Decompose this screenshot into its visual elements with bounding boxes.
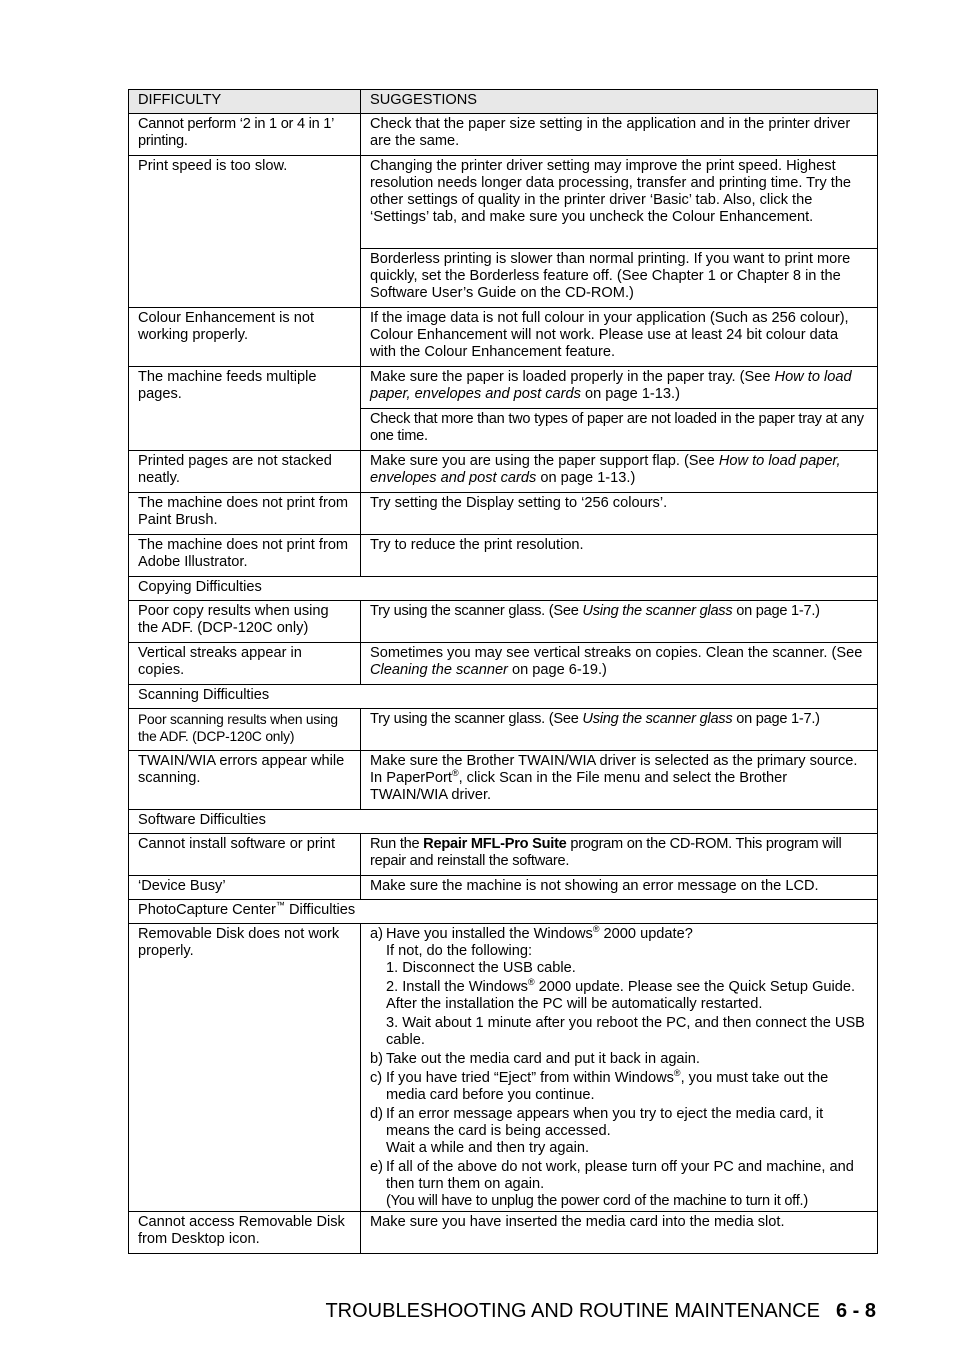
header-difficulty: DIFFICULTY: [129, 90, 361, 114]
difficulty-cell: The machine does not print from Adobe Illustrator.: [129, 535, 361, 577]
suggestion-cell: Make sure you have inserted the media card into the media slot.: [361, 1212, 878, 1254]
difficulty-cell: Printed pages are not stacked neatly.: [129, 451, 361, 493]
reference-link-text: Using the scanner glass: [582, 711, 733, 727]
list-label: b): [370, 1051, 383, 1067]
difficulty-cell: Vertical streaks appear in copies.: [129, 643, 361, 685]
section-heading-copying: Copying Difficulties: [129, 577, 878, 601]
registered-mark: ®: [451, 768, 459, 779]
list-text-part: 2000 update?: [599, 926, 693, 942]
suggestion-cell: [361, 834, 878, 876]
list-text-line: Wait a while and then try again.: [386, 1140, 590, 1156]
list-text-line: (You will have to unplug the power cord of the machine to turn it off.): [386, 1193, 808, 1209]
suggestion-text: Run the: [370, 836, 424, 852]
table-header-row: [129, 90, 878, 114]
suggestion-cell: [361, 601, 878, 643]
list-item: [370, 1051, 868, 1068]
reference-link-text: How to load paper, envelopes and post cards: [370, 369, 852, 402]
registered-mark: ®: [592, 924, 600, 935]
suggestion-text: Sometimes you may see vertical streaks on copies. Clean the scanner. (See: [370, 645, 863, 661]
suggestion-text: program on the CD-ROM. This program will repair and reinstall the software.: [370, 836, 842, 869]
page-footer: [325, 1300, 876, 1323]
difficulty-cell: Print speed is too slow.: [129, 156, 361, 308]
registered-mark: ®: [673, 1068, 681, 1079]
reference-link-text: Cleaning the scanner: [370, 662, 508, 678]
suggestion-cell: If the image data is not full colour in your application (Such as 256 colour), Colour Enhancement will not work. Please use at least 24 bit colour data with the Colour Enhancement feature.: [361, 308, 878, 367]
suggestion-cell: [361, 643, 878, 685]
section-heading-software: Software Difficulties: [129, 810, 878, 834]
table-row: [129, 535, 878, 577]
suggestion-cell: Check that the paper size setting in the application and in the printer driver are the same.: [361, 114, 878, 156]
list-text-part: 2000 update. Please see the Quick Setup Guide. After the installation the PC will be automatically restarted.: [386, 979, 856, 1012]
difficulty-cell: Cannot install software or print: [129, 834, 361, 876]
list-item: [370, 926, 868, 960]
section-heading-text: Difficulties: [284, 902, 356, 918]
suggestion-cell: [361, 709, 878, 751]
difficulty-cell: TWAIN/WIA errors appear while scanning.: [129, 751, 361, 810]
table-row: [129, 709, 878, 751]
suggestion-cell: Try setting the Display setting to ‘256 colours’.: [361, 493, 878, 535]
registered-mark: ®: [527, 977, 535, 988]
section-heading-scanning: Scanning Difficulties: [129, 685, 878, 709]
table-row: [129, 493, 878, 535]
list-text: [386, 1070, 868, 1104]
table-row: [129, 114, 878, 156]
section-row: [129, 577, 878, 601]
list-text-part: Have you installed the Windows: [386, 926, 593, 942]
footer-chapter-title: TROUBLESHOOTING AND ROUTINE MAINTENANCE: [325, 1300, 820, 1322]
sub-step: [386, 979, 868, 1013]
list-item: [370, 1106, 868, 1157]
suggestion-text: Try using the scanner glass. (See: [370, 711, 583, 727]
reference-link-text: Using the scanner glass: [582, 603, 733, 619]
list-text: Take out the media card and put it back in again.: [386, 1051, 700, 1067]
suggestion-text: Try using the scanner glass. (See: [370, 603, 583, 619]
list-item: [370, 1159, 868, 1210]
difficulty-cell: Colour Enhancement is not working properly.: [129, 308, 361, 367]
suggestion-text: , click Scan in the File menu and select the Brother TWAIN/WIA driver.: [370, 770, 788, 803]
table-row: [129, 1212, 878, 1254]
suggestion-text: Make sure the paper is loaded properly in the paper tray. (See: [370, 369, 775, 385]
list-text: [386, 1159, 868, 1210]
section-row: [129, 685, 878, 709]
table-row: [129, 751, 878, 810]
section-row: [129, 810, 878, 834]
difficulty-cell: Cannot access Removable Disk from Desktop icon.: [129, 1212, 361, 1254]
table-row: [129, 601, 878, 643]
list-text-line: If all of the above do not work, please turn off your PC and machine, and then turn them on again.: [386, 1159, 854, 1192]
difficulty-cell: Removable Disk does not work properly.: [129, 924, 361, 1212]
list-text: [386, 1106, 868, 1157]
difficulty-cell: Poor scanning results when using the ADF. (DCP-120C only): [129, 709, 361, 751]
list-text-line: [386, 926, 868, 943]
difficulty-cell: Poor copy results when using the ADF. (DCP-120C only): [129, 601, 361, 643]
suggestion-text: on page 1-7.): [732, 711, 820, 727]
list-label: a): [370, 926, 383, 942]
suggestion-cell: Changing the printer driver setting may improve the print speed. Highest resolution needs longer data processing, transfer and printing time. Try the other settings of quality in the printer driver ‘Basic’ tab. Also, click the ‘Settings’ tab, and make sure you uncheck the Colour Enhancement.: [361, 156, 878, 249]
table-row: [129, 643, 878, 685]
sub-step: 3. Wait about 1 minute after you reboot the PC, and then connect the USB cable.: [386, 1015, 865, 1048]
suggestion-text: on page 1-13.): [536, 470, 636, 486]
difficulty-cell: ‘Device Busy’: [129, 876, 361, 900]
suggestion-text: on page 6-19.): [507, 662, 607, 678]
table-row: [129, 876, 878, 900]
troubleshooting-table: [128, 89, 878, 1254]
suggestion-text: Make sure you are using the paper support flap. (See: [370, 453, 719, 469]
suggestion-cell: [361, 751, 878, 810]
suggestion-cell: [361, 367, 878, 409]
list-item: [370, 1070, 868, 1104]
list-label: e): [370, 1159, 383, 1175]
suggestion-cell: [361, 451, 878, 493]
section-row: [129, 900, 878, 924]
program-name: Repair MFL-Pro Suite: [423, 836, 567, 852]
suggestion-cell: [361, 924, 878, 1212]
suggestion-cell: Check that more than two types of paper are not loaded in the paper tray at any one time.: [361, 409, 878, 451]
table-row: [129, 834, 878, 876]
list-label: c): [370, 1070, 383, 1086]
reference-link-text: How to load paper, envelopes and post cards: [370, 453, 841, 486]
suggestion-cell: Try to reduce the print resolution.: [361, 535, 878, 577]
list-text-line: If not, do the following:: [386, 943, 533, 959]
suggestion-text: Make sure the Brother TWAIN/WIA driver is selected as the primary source. In PaperPort: [370, 753, 858, 786]
difficulty-cell: Cannot perform ‘2 in 1 or 4 in 1’ printing.: [129, 114, 361, 156]
list-text-part: , you must take out the media card before you continue.: [386, 1070, 829, 1103]
suggestion-text: on page 1-7.): [732, 603, 820, 619]
header-suggestions: SUGGESTIONS: [361, 90, 878, 114]
page-number: 6 - 8: [835, 1300, 876, 1322]
table-row: [129, 451, 878, 493]
list-text-part: If you have tried “Eject” from within Windows: [386, 1070, 674, 1086]
difficulty-cell: The machine feeds multiple pages.: [129, 367, 361, 451]
suggestion-text: on page 1-13.): [580, 386, 680, 402]
suggestion-cell: Make sure the machine is not showing an error message on the LCD.: [361, 876, 878, 900]
difficulty-cell: The machine does not print from Paint Brush.: [129, 493, 361, 535]
list-text-line: If an error message appears when you try to eject the media card, it means the card is being accessed.: [386, 1106, 824, 1139]
table-row: [129, 367, 878, 409]
list-text-part: 2. Install the Windows: [386, 979, 528, 995]
list-text: [386, 926, 868, 960]
table-row: [129, 156, 878, 249]
table-row: [129, 924, 878, 1212]
suggestion-cell: Borderless printing is slower than normal printing. If you want to print more quickly, set the Borderless feature off. (See Chapter 1 or Chapter 8 in the Software User’s Guide on the CD-ROM.): [361, 249, 878, 308]
trademark-mark: ™: [275, 900, 285, 911]
table-row: [129, 308, 878, 367]
section-heading-text: PhotoCapture Center: [138, 902, 276, 918]
sub-step: 1. Disconnect the USB cable.: [386, 960, 576, 976]
list-label: d): [370, 1106, 383, 1122]
section-heading-photocapture: [129, 900, 878, 924]
